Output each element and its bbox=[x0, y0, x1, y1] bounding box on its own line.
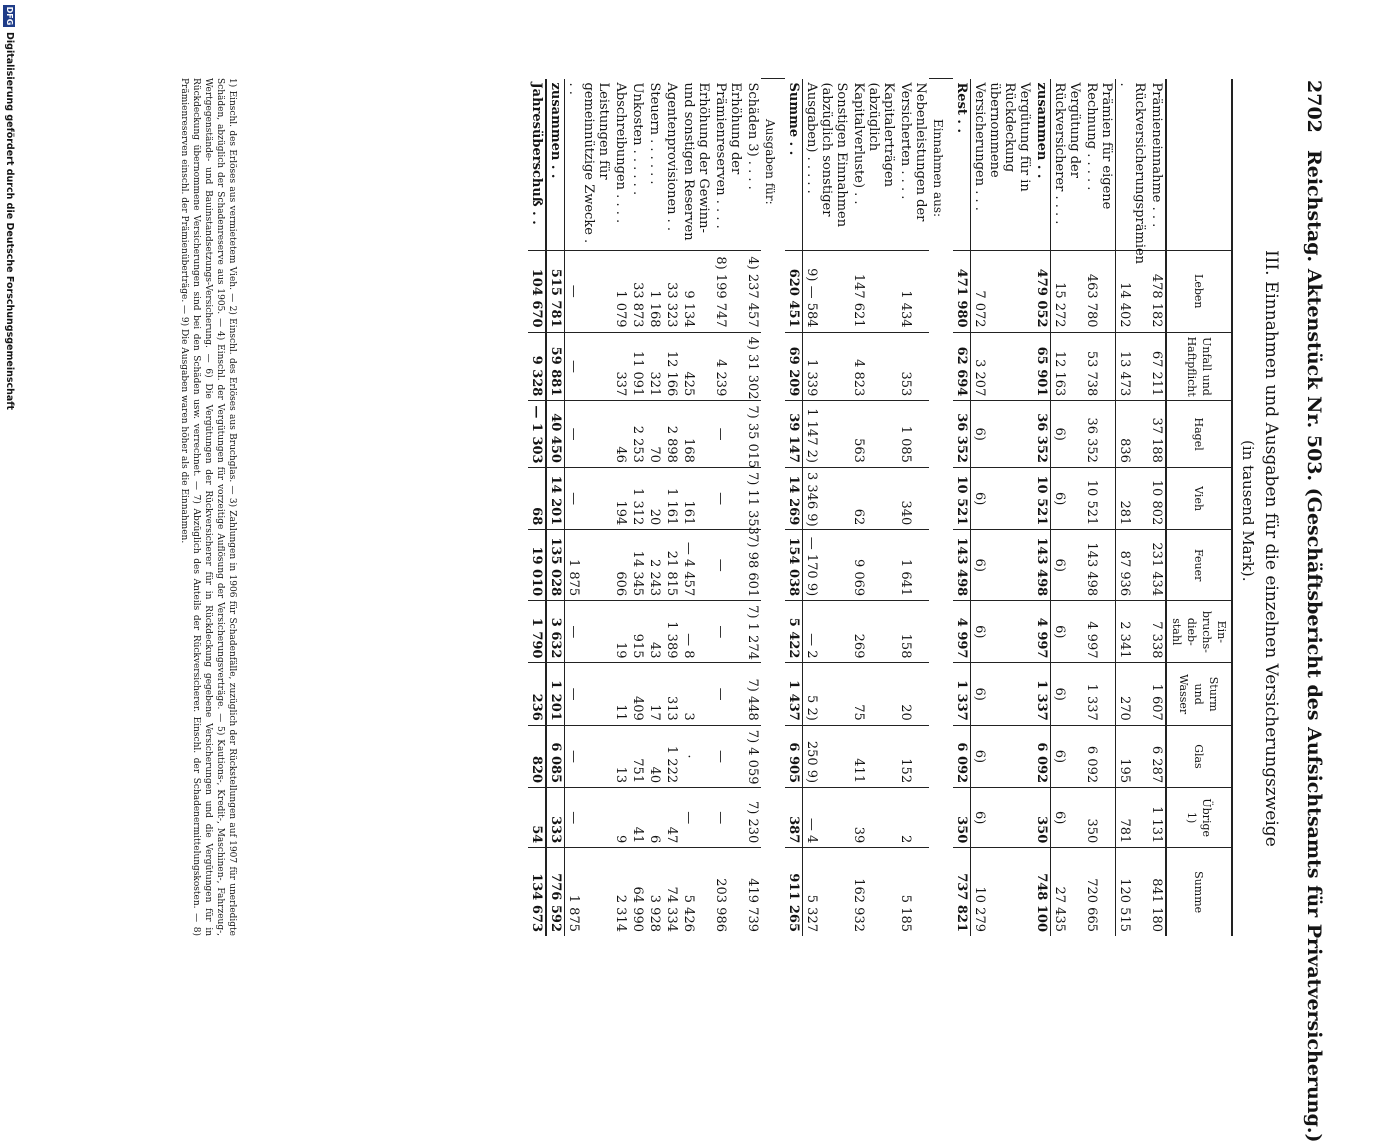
table-cell: 6 092 bbox=[953, 725, 971, 787]
table-header bbox=[1166, 79, 1232, 937]
table-cell: 74 334 bbox=[663, 848, 680, 936]
table-cell: 1 222 bbox=[663, 725, 680, 787]
table-cell: 14 345 bbox=[629, 530, 646, 601]
row-label: Rückversicherungsprämien . bbox=[1117, 82, 1147, 265]
dfg-logo: DFG bbox=[5, 6, 14, 26]
row-label: Sonstigen Einnahmen (abzüglich sonstiger Ausgaben) . . . . . bbox=[804, 82, 849, 228]
row-label: Kapitalerträgen (abzüglich Kapitalverluste) . . bbox=[851, 82, 896, 205]
table-cell: 1 085 bbox=[897, 401, 929, 468]
table-cell: 1 131 bbox=[1148, 788, 1166, 848]
table-cell: 9) — 584 bbox=[803, 250, 851, 332]
table-cell: 162 932 bbox=[850, 848, 897, 936]
table-cell: 915 bbox=[629, 601, 646, 663]
column-header: Summe bbox=[1166, 848, 1232, 936]
table-cell: 776 592 bbox=[546, 848, 565, 936]
column-header: Ein- bruchs- dieb- stahl bbox=[1166, 601, 1232, 663]
table-cell: 40 450 bbox=[546, 401, 565, 468]
table-cell: 515 781 bbox=[546, 250, 565, 332]
table-cell: 27 435 bbox=[1051, 848, 1084, 936]
table-cell: 36 352 bbox=[1083, 401, 1116, 468]
table-cell: — 170 9) bbox=[803, 530, 851, 601]
table-cell: 21 815 bbox=[663, 530, 680, 601]
table-cell: · bbox=[680, 725, 712, 787]
table-row bbox=[1148, 79, 1166, 937]
table-cell: 6) bbox=[1051, 401, 1084, 468]
table-cell: 1 079 bbox=[612, 250, 629, 332]
table-cell: — bbox=[565, 725, 613, 787]
table-cell: 7) 1 274 bbox=[744, 601, 761, 663]
table-cell: 161 bbox=[680, 467, 712, 529]
table-cell: 3 bbox=[680, 663, 712, 725]
table-cell: 20 bbox=[897, 663, 929, 725]
table-row bbox=[565, 79, 613, 937]
table-cell: 195 bbox=[1116, 725, 1149, 787]
table-cell: 4 997 bbox=[953, 601, 971, 663]
table-cell: 3 207 bbox=[971, 332, 1034, 401]
table-cell: — 2 bbox=[803, 601, 851, 663]
table-cell: 1 389 bbox=[663, 601, 680, 663]
table-cell: 64 990 bbox=[629, 848, 646, 936]
table-cell: 75 bbox=[850, 663, 897, 725]
table-cell: 12 163 bbox=[1051, 332, 1084, 401]
table-cell: 6) bbox=[1051, 663, 1084, 725]
column-header: Leben bbox=[1166, 250, 1232, 332]
table-cell: 10 802 bbox=[1148, 467, 1166, 529]
table-cell: 147 621 bbox=[850, 250, 897, 332]
table-cell: 104 670 bbox=[528, 250, 546, 332]
table-cell: 1 434 bbox=[897, 250, 929, 332]
table-cell: 154 038 bbox=[785, 530, 803, 601]
table-cell: 39 147 bbox=[785, 401, 803, 468]
table-cell: 14 201 bbox=[546, 467, 565, 529]
table-row bbox=[803, 79, 851, 937]
table-cell: 3 928 bbox=[646, 848, 663, 936]
table-cell: 5 327 bbox=[803, 848, 851, 936]
table-cell: 419 739 bbox=[744, 848, 761, 936]
table-cell: 6) bbox=[971, 401, 1034, 468]
table-cell: 43 bbox=[646, 601, 663, 663]
table-cell: — bbox=[712, 530, 744, 601]
table-cell: 6) bbox=[971, 601, 1034, 663]
table-cell: 3 346 9) bbox=[803, 467, 851, 529]
table-cell: 37 188 bbox=[1148, 401, 1166, 468]
table-row bbox=[785, 79, 803, 937]
row-label: Prämieneinnahme . . . bbox=[1149, 82, 1164, 228]
table-cell: 1 875 bbox=[565, 530, 613, 601]
sidebar-credit: Digitalisierung gefördert durch die Deutsche Forschungsgemeinschaft bbox=[4, 32, 15, 410]
column-header: Übrige 1) bbox=[1166, 788, 1232, 848]
table-cell: 6) bbox=[971, 530, 1034, 601]
table-cell: 36 352 bbox=[1033, 401, 1051, 468]
table-cell: 69 209 bbox=[785, 332, 803, 401]
table-cell: 65 901 bbox=[1033, 332, 1051, 401]
table-subheading: Ausgaben für: bbox=[761, 79, 785, 937]
table-cell: 337 bbox=[612, 332, 629, 401]
table-cell: 10 521 bbox=[953, 467, 971, 529]
table-cell: 158 bbox=[897, 601, 929, 663]
table-cell: 10 521 bbox=[1033, 467, 1051, 529]
table-cell: 12 166 bbox=[663, 332, 680, 401]
table-cell: 15 272 bbox=[1051, 250, 1084, 332]
table-cell: — bbox=[712, 401, 744, 468]
table-cell: 836 bbox=[1116, 401, 1149, 468]
table-cell: 40 bbox=[646, 725, 663, 787]
table-cell: — 4 bbox=[803, 788, 851, 848]
table-cell: 5 185 bbox=[897, 848, 929, 936]
table-row bbox=[680, 79, 712, 937]
table-cell: 4 997 bbox=[1083, 601, 1116, 663]
table-cell: 17 bbox=[646, 663, 663, 725]
row-label: Agentenprovisionen . . bbox=[664, 82, 679, 232]
row-label: Summe . . bbox=[785, 79, 803, 251]
table-cell: 10 521 bbox=[1083, 467, 1116, 529]
table-cell: — bbox=[565, 663, 613, 725]
table-cell: 2 bbox=[897, 788, 929, 848]
row-label: Vergütung der Rückversicherer . . . . bbox=[1052, 82, 1082, 225]
insurance-table bbox=[528, 78, 1233, 936]
column-header: Vieh bbox=[1166, 467, 1232, 529]
table-cell: 6 905 bbox=[785, 725, 803, 787]
table-row bbox=[744, 79, 761, 937]
row-label: Erhöhung der Prämienreserven . . . . bbox=[713, 82, 743, 229]
table-cell: 478 182 bbox=[1148, 250, 1166, 332]
table-cell: 20 bbox=[646, 467, 663, 529]
table-cell: — bbox=[680, 788, 712, 848]
table-cell: 353 bbox=[897, 332, 929, 401]
table-cell: — bbox=[565, 250, 613, 332]
table-row bbox=[612, 79, 629, 937]
table-cell: — bbox=[712, 467, 744, 529]
table-cell: 7) 230 bbox=[744, 788, 761, 848]
table-cell: 313 bbox=[663, 663, 680, 725]
table-cell: 120 515 bbox=[1116, 848, 1149, 936]
row-label: Erhöhung der Gewinn- und sonstigen Reserven bbox=[681, 82, 711, 241]
table-cell: 2 314 bbox=[612, 848, 629, 936]
page-number: 2702 bbox=[1303, 80, 1325, 133]
footnotes: 1) Einschl. des Erlöses aus vermietetem Vieh. — 2) Einschl. des Erlöses aus Bruchglas. — 3) Zahlungen in 1906 für Schadenfälle, zuzüglich der Rückstellungen auf 1907 für unerledigte Schäden, abzüglich der Schadenreserve aus 1905. — 4) Einschl. der Vergütungen für vorzeitige Auflösung der Versicherungsverträge. — 5) Kautions-, Kredit-, Maschinen-, Fahrzeug-, Wertgegenstände- und Bauinstandsetzungs-Versicherung. — 6) Die Vergütungen der Rückversicherer für in Rückdeckung gegebene Versicherungen und die Vergütungen für in Rückdeckung übernommene Versicherungen sind bei den Schäden usw. verrechnet. — 7) Abzüglich des Anteils der Rückversicherer. Einschl. der Schadenermittelungskosten. — 8) Prämienreserven einschl. der Prämienüberträge. — 9) Die Ausgaben waren höher als die Einnahmen. bbox=[179, 78, 237, 936]
table-cell: 68 bbox=[528, 467, 546, 529]
column-header: Hagel bbox=[1166, 401, 1232, 468]
table-cell: 194 bbox=[612, 467, 629, 529]
table-cell: 53 738 bbox=[1083, 332, 1116, 401]
table-cell: 1 312 bbox=[629, 467, 646, 529]
table-cell: 7) 11 353 bbox=[744, 467, 761, 529]
table-cell: 463 780 bbox=[1083, 250, 1116, 332]
table-cell: 11 091 bbox=[629, 332, 646, 401]
table-cell: 269 bbox=[850, 601, 897, 663]
table-cell: 7) 448 bbox=[744, 663, 761, 725]
table-row bbox=[1051, 79, 1084, 937]
table-cell: 14 402 bbox=[1116, 250, 1149, 332]
table-cell: 11 bbox=[612, 663, 629, 725]
table-cell: — 4 457 bbox=[680, 530, 712, 601]
table-cell: 411 bbox=[850, 725, 897, 787]
table-cell: 135 028 bbox=[546, 530, 565, 601]
table-cell: 6) bbox=[971, 725, 1034, 787]
table-cell: 7 072 bbox=[971, 250, 1034, 332]
table-cell: 7 338 bbox=[1148, 601, 1166, 663]
table-row bbox=[1033, 79, 1051, 937]
table-cell: — 1 303 bbox=[528, 401, 546, 468]
table-cell: 236 bbox=[528, 663, 546, 725]
table-cell: 6) bbox=[971, 663, 1034, 725]
row-label: Unkosten . . . . . . bbox=[630, 82, 645, 196]
table-cell: 409 bbox=[629, 663, 646, 725]
page-title: Reichstag. Aktenstück Nr. 503. (Geschäftsbericht des Aufsichtsamts für Privatversicherung.) bbox=[1303, 150, 1325, 1142]
table-cell: 751 bbox=[629, 725, 646, 787]
table-row bbox=[629, 79, 646, 937]
table-cell: 14 269 bbox=[785, 467, 803, 529]
table-cell: 333 bbox=[546, 788, 565, 848]
table-row bbox=[971, 79, 1034, 937]
table-cell: 19 010 bbox=[528, 530, 546, 601]
column-header: Unfall und Haftpflicht bbox=[1166, 332, 1232, 401]
table-row bbox=[546, 79, 565, 937]
table-cell: 9 328 bbox=[528, 332, 546, 401]
table-cell: 7) 4 059 bbox=[744, 725, 761, 787]
table-cell: 340 bbox=[897, 467, 929, 529]
section-heading: III. Einnahmen und Ausgaben für die einzelnen Versicherungszweige bbox=[1261, 250, 1281, 847]
table-cell: 152 bbox=[897, 725, 929, 787]
table-cell: 1 790 bbox=[528, 601, 546, 663]
table-cell: 33 323 bbox=[663, 250, 680, 332]
row-label: Abschreibungen . . . . bbox=[613, 82, 628, 224]
table-cell: 6) bbox=[971, 467, 1034, 529]
table-cell: — bbox=[565, 467, 613, 529]
table-cell: — bbox=[712, 788, 744, 848]
table-cell: 4 239 bbox=[712, 332, 744, 401]
table-cell: 54 bbox=[528, 788, 546, 848]
table-cell: 563 bbox=[850, 401, 897, 468]
table-cell: 13 473 bbox=[1116, 332, 1149, 401]
table-cell: 143 498 bbox=[1033, 530, 1051, 601]
row-label: Nebenleistungen der Versicherten . . . . bbox=[898, 82, 928, 222]
table-cell: 781 bbox=[1116, 788, 1149, 848]
table-row bbox=[850, 79, 897, 937]
table-cell: — bbox=[712, 601, 744, 663]
row-label: zusammen . . bbox=[546, 79, 565, 251]
table-row bbox=[953, 79, 971, 937]
table-cell: 62 bbox=[850, 467, 897, 529]
table-cell: 62 694 bbox=[953, 332, 971, 401]
table-cell: 46 bbox=[612, 401, 629, 468]
table-cell: 8) 199 747 bbox=[712, 250, 744, 332]
column-header: Feuer bbox=[1166, 530, 1232, 601]
table-cell: — bbox=[712, 663, 744, 725]
table-cell: 168 bbox=[680, 401, 712, 468]
table-cell: 270 bbox=[1116, 663, 1149, 725]
table-cell: 1 201 bbox=[546, 663, 565, 725]
table-cell: 41 bbox=[629, 788, 646, 848]
table-cell: 5 2) bbox=[803, 663, 851, 725]
row-label: Schäden 3) . . . . bbox=[745, 82, 760, 190]
table-cell: 3 632 bbox=[546, 601, 565, 663]
table-cell: 471 980 bbox=[953, 250, 971, 332]
table-cell: 1 607 bbox=[1148, 663, 1166, 725]
table-cell: 6 092 bbox=[1033, 725, 1051, 787]
table-cell: 2 243 bbox=[646, 530, 663, 601]
table-cell: 33 873 bbox=[629, 250, 646, 332]
table-cell: 6) bbox=[971, 788, 1034, 848]
table-cell: 620 451 bbox=[785, 250, 803, 332]
table-cell: 1 437 bbox=[785, 663, 803, 725]
row-label: Steuern . . . . . . bbox=[647, 82, 662, 185]
row-label: Rest . . bbox=[953, 79, 971, 251]
table-cell: 2 253 bbox=[629, 401, 646, 468]
table-cell: 321 bbox=[646, 332, 663, 401]
table-cell: 59 881 bbox=[546, 332, 565, 401]
table-cell: 7) 98 601 bbox=[744, 530, 761, 601]
table-cell: 350 bbox=[1083, 788, 1116, 848]
table-cell: 47 bbox=[663, 788, 680, 848]
table-cell: 143 498 bbox=[1083, 530, 1116, 601]
table-cell: 19 bbox=[612, 601, 629, 663]
table-cell: 6) bbox=[1051, 467, 1084, 529]
table-cell: 841 180 bbox=[1148, 848, 1166, 936]
table-cell: 820 bbox=[528, 725, 546, 787]
table-cell: 1 339 bbox=[803, 332, 851, 401]
table-cell: 4 823 bbox=[850, 332, 897, 401]
table-row bbox=[1116, 79, 1149, 937]
table-cell: 1 337 bbox=[1083, 663, 1116, 725]
table-cell: — 8 bbox=[680, 601, 712, 663]
table-cell: 143 498 bbox=[953, 530, 971, 601]
column-header: Sturm und Wasser bbox=[1166, 663, 1232, 725]
table-cell: 4) 31 302 bbox=[744, 332, 761, 401]
table-row bbox=[528, 79, 546, 937]
table-cell: — bbox=[565, 401, 613, 468]
table-cell: — bbox=[565, 788, 613, 848]
table-cell: 350 bbox=[1033, 788, 1051, 848]
table-cell: 6 bbox=[646, 788, 663, 848]
table-cell: 134 673 bbox=[528, 848, 546, 936]
table-row bbox=[897, 79, 929, 937]
table-cell: 250 9) bbox=[803, 725, 851, 787]
table-cell: 737 821 bbox=[953, 848, 971, 936]
table-cell: 479 052 bbox=[1033, 250, 1051, 332]
column-header: Glas bbox=[1166, 725, 1232, 787]
table-cell: — bbox=[565, 601, 613, 663]
table-cell: — bbox=[712, 725, 744, 787]
table-cell: 6) bbox=[1051, 601, 1084, 663]
table-cell: 748 100 bbox=[1033, 848, 1051, 936]
table-cell: 2 341 bbox=[1116, 601, 1149, 663]
table-cell: 1 168 bbox=[646, 250, 663, 332]
table-row bbox=[663, 79, 680, 937]
table-subheading-row bbox=[761, 79, 785, 937]
table-cell: 67 211 bbox=[1148, 332, 1166, 401]
table-cell: 6) bbox=[1051, 725, 1084, 787]
table-cell: 87 936 bbox=[1116, 530, 1149, 601]
table-cell: 350 bbox=[953, 788, 971, 848]
table-cell: 425 bbox=[680, 332, 712, 401]
row-label: Leistungen für gemeinnützige Zwecke . . . bbox=[566, 82, 611, 244]
row-label: Jahresüberschuß . . bbox=[528, 79, 546, 251]
table-cell: 281 bbox=[1116, 467, 1149, 529]
row-label: Vergütung für in Rückdeckung übernommene Versicherungen . . . bbox=[972, 82, 1032, 211]
table-cell: 606 bbox=[612, 530, 629, 601]
table-cell: 70 bbox=[646, 401, 663, 468]
table-cell: 6 287 bbox=[1148, 725, 1166, 787]
table-cell: 13 bbox=[612, 725, 629, 787]
table-cell: 387 bbox=[785, 788, 803, 848]
table-cell: 6) bbox=[1051, 788, 1084, 848]
table-cell: 4) 237 457 bbox=[744, 250, 761, 332]
table-cell: 4 997 bbox=[1033, 601, 1051, 663]
table-cell: 1 161 bbox=[663, 467, 680, 529]
table-cell: 1 641 bbox=[897, 530, 929, 601]
table-cell: 1 147 2) bbox=[803, 401, 851, 468]
table-body bbox=[528, 79, 1166, 937]
table-cell: 720 665 bbox=[1083, 848, 1116, 936]
table-cell: 6) bbox=[1051, 530, 1084, 601]
table-subheading-row bbox=[929, 79, 953, 937]
table-cell: 231 434 bbox=[1148, 530, 1166, 601]
table-cell: 7) 35 015 bbox=[744, 401, 761, 468]
row-label: Prämien für eigene Rechnung . . . . . bbox=[1083, 79, 1116, 251]
table-cell: — bbox=[565, 332, 613, 401]
table-cell: 6 085 bbox=[546, 725, 565, 787]
unit-note: (in tausend Mark). bbox=[1239, 440, 1257, 582]
table-cell: 2 898 bbox=[663, 401, 680, 468]
table-cell: 1 875 bbox=[565, 848, 613, 936]
table-cell: 6 092 bbox=[1083, 725, 1116, 787]
table-row bbox=[712, 79, 744, 937]
table-cell: 5 422 bbox=[785, 601, 803, 663]
table-row bbox=[646, 79, 663, 937]
table-cell: 203 986 bbox=[712, 848, 744, 936]
table-cell: 1 337 bbox=[1033, 663, 1051, 725]
table-row bbox=[1083, 79, 1116, 937]
table-cell: 911 265 bbox=[785, 848, 803, 936]
table-subheading: Einnahmen aus: bbox=[929, 79, 953, 937]
table-cell: 9 bbox=[612, 788, 629, 848]
column-header-label bbox=[1166, 79, 1232, 251]
table-cell: 10 279 bbox=[971, 848, 1034, 936]
table-cell: 39 bbox=[850, 788, 897, 848]
table-cell: 9 069 bbox=[850, 530, 897, 601]
table-cell: 1 337 bbox=[953, 663, 971, 725]
table-cell: 36 352 bbox=[953, 401, 971, 468]
table-cell: 5 426 bbox=[680, 848, 712, 936]
row-label: zusammen . . bbox=[1033, 79, 1051, 251]
table-cell: 9 134 bbox=[680, 250, 712, 332]
